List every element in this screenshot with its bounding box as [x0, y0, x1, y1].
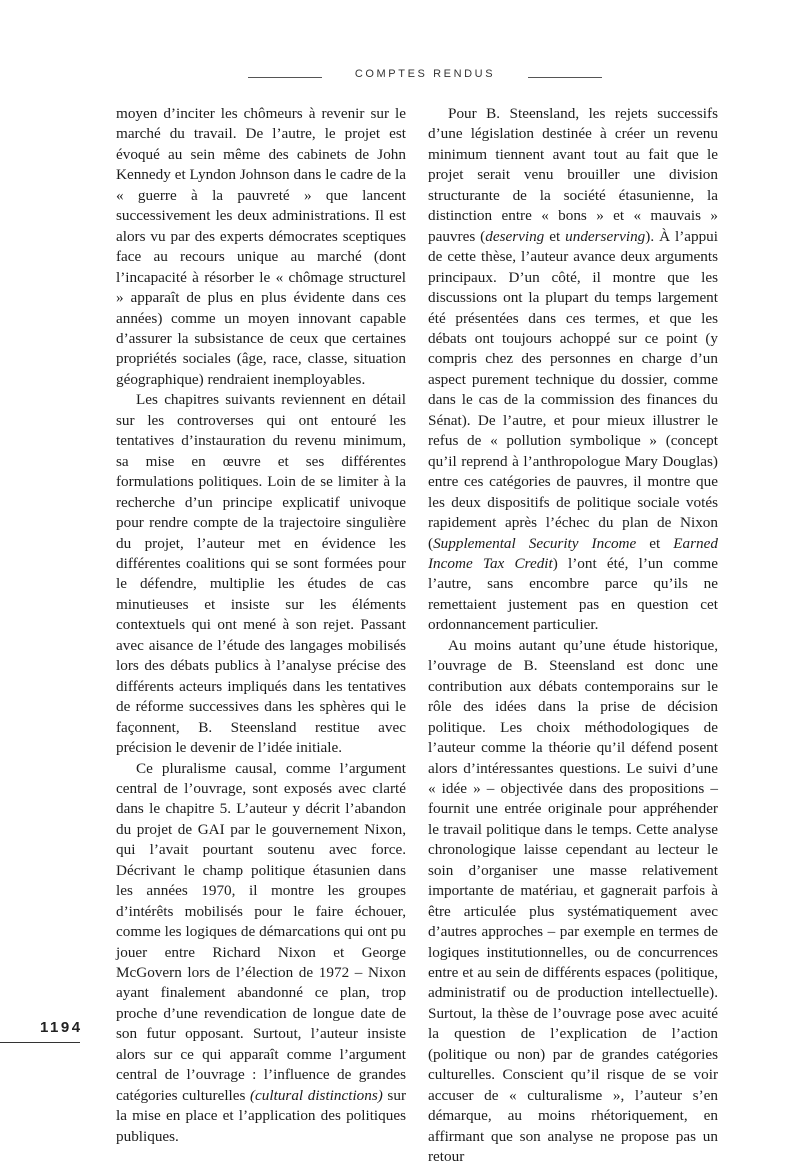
- running-header: [248, 68, 602, 88]
- paragraph: [428, 104, 718, 636]
- header-title: COMPTES RENDUS: [354, 68, 496, 80]
- paragraph: [116, 759, 406, 1148]
- italic-term: Supplemental Security Income: [433, 534, 637, 552]
- text-run: sur la mise en place et l’application des politiques publiques.: [116, 1086, 406, 1145]
- text-run: ). À l’appui de cette thèse, l’auteur avance deux arguments principaux. D’un côté, il montre que les discussions ont la plupart du temps largement été présentées dans ces termes, et que les débats ont toujours achoppé sur ce point (y compris chez des personnes en charge d’un aspect purement technique du dossier, comme dans le cas de la commission des finances du Sénat). De l’autre, et pour mieux illustrer le refus de « pollution symbolique » (concept qu’il reprend à l’anthropologue Mary Douglas) entre ces catégories de pauvres, il montre que les deux dispositifs de politique sociale votés rapidement après l’échec du plan de Nixon (: [428, 227, 718, 552]
- italic-term: (cultural distinctions): [250, 1086, 383, 1104]
- page-number-rule: [0, 1042, 80, 1043]
- italic-term: deserving: [485, 227, 545, 245]
- paragraph: Les chapitres suivants reviennent en détail sur les controverses qui ont entouré les tentatives d’instauration du revenu minimum, sa mise en œuvre et ses différentes formulations politiques. Loin de se limiter à la recherche d’un principe explicatif univoque pour rendre compte de la trajectoire singulière du projet, l’auteur met en évidence les différentes coalitions qui se sont formées pour le défendre, multiplie les études de cas minutieuses et insiste sur les éléments contextuels qui ont mené à son rejet. Passant avec aisance de l’étude des langages mobilisés lors des débats publics à l’analyse précise des différents acteurs impliqués dans les tentatives de réforme successives dans les sphères qui le façonnent, B. Steensland restitue avec précision le devenir de l’idée initiale.: [116, 391, 406, 757]
- text-run: et: [544, 227, 566, 245]
- paragraph: Au moins autant qu’une étude historique, l’ouvrage de B. Steensland est donc une contribution aux débats contemporains sur le rôle des idées dans la prise de décision politique. Les choix méthodologiques de l’auteur comme la théorie qu’il défend posent alors d’intéressantes questions. Le suivi d’une « idée » – objectivée dans des propositions – fournit une entrée originale pour appréhender le travail politique dans le temps. Cette analyse chronologique laisse cependant au lecteur le soin d’organiser une masse relativement importante de matériau, et gagnerait parfois à être articulée plus systématiquement avec d’autres approches – par exemple en termes de logiques institutionnelles, ou de concurrences entre et au sein de différents espaces (politique, administratif ou de production intellectuelle). Surtout, la thèse de l’ouvrage pose avec acuité la question de l’explication de l’action (politique ou non) par de grandes catégories culturelles. Conscient qu’il risque de se voir accuser de « culturalisme », l’auteur s’en démarque, au moins rhétoriquement, en affirmant que son analyse ne propose pas un retour: [428, 636, 718, 1166]
- page-number-block: [0, 1015, 83, 1041]
- paragraph: moyen d’inciter les chômeurs à revenir sur le marché du travail. De l’autre, le projet est évoqué au sein même des cabinets de John Kennedy et Lyndon Johnson dans le cadre de la « guerre à la pauvreté » que lancent successivement les deux administrations. Il est alors vu par des experts démocrates sceptiques face au recours unique au marché (dont l’incapacité à résorber le « chômage structurel » apparaît de plus en plus évidente dans ces années) comme un moyen innovant capable d’assurer la subsistance de ceux que certaines propriétés sociales (âge, race, classe, situation géographique) rendraient inemployables.: [116, 105, 406, 388]
- text-run: ) l’ont été, l’un comme l’autre, sans encombre parce qu’ils ne remettaient justement pas en question cet ordonnancement particulier.: [428, 554, 718, 634]
- left-column: [116, 104, 406, 1147]
- italic-term: underserving: [565, 227, 646, 245]
- page-number: 1194: [40, 1019, 83, 1036]
- italic-term: Earned Income Tax Credit: [428, 534, 718, 572]
- text-run: Pour B. Steensland, les rejets successifs d’une législation destinée à créer un revenu minimum tiennent avant tout au fait que le projet serait venu brouiller une division structurante de la société étasunienne, la distinction entre « bons » et « mauvais » pauvres (: [428, 105, 718, 245]
- text-run: et: [636, 534, 674, 552]
- text-run: Ce pluralisme causal, comme l’argument central de l’ouvrage, sont exposés avec clarté dans le chapitre 5. L’auteur y décrit l’abandon du projet de GAI par le gouvernement Nixon, qui l’avait pourtant soutenu avec force. Décrivant le champ politique étasunien dans les années 1970, il montre les groupes d’intérêts mobilisés pour le faire échouer, comme les logiques de démarcations qui ont pu jouer entre Richard Nixon et George McGovern lors de l’élection de 1972 – Nixon ayant finalement abandonné ce plan, trop proche d’une revendication de longue date de son futur opposant. Surtout, l’auteur insiste alors sur ce qui apparaît comme l’argument central de l’ouvrage : l’influence de grandes catégories culturelles: [116, 759, 406, 1104]
- header-rule-right: [528, 77, 602, 78]
- right-column: [428, 104, 718, 1168]
